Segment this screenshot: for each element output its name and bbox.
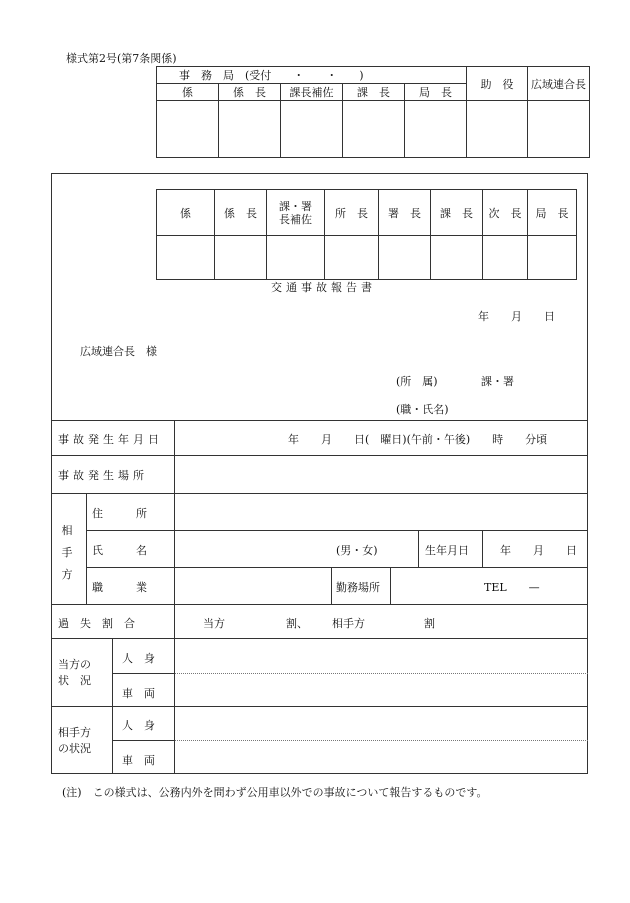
stamp-cell[interactable] <box>281 101 343 158</box>
row-divider-dotted <box>174 740 588 741</box>
col-divider <box>86 493 87 604</box>
stamp-cell[interactable] <box>267 236 325 280</box>
our-vehicle-label: 車 両 <box>122 687 155 700</box>
row-divider <box>51 455 588 456</box>
workplace-label: 勤務場所 <box>336 581 380 594</box>
row-divider-dotted <box>174 673 588 674</box>
address-label: 住 所 <box>92 507 147 520</box>
other-side-label: 相手方 <box>332 617 365 630</box>
received-label: (受付 ・ ・ ) <box>245 69 364 82</box>
their-vehicle-label: 車 両 <box>122 754 155 767</box>
col-divider <box>174 420 175 774</box>
stamp-cell[interactable] <box>528 236 577 280</box>
row-divider <box>51 638 588 639</box>
stamp-cell[interactable] <box>467 101 528 158</box>
inner-col-staff: 係 <box>157 190 215 236</box>
stamp-cell[interactable] <box>157 236 215 280</box>
col-chief: 係 長 <box>219 84 281 101</box>
their-status-label: 相手方 の状況 <box>58 726 91 755</box>
stamp-cell[interactable] <box>325 236 379 280</box>
inner-col-station-head: 署 長 <box>379 190 431 236</box>
accident-datetime-label: 事故発生年月日 <box>58 433 163 446</box>
fault-ratio-label: 過 失 割 合 <box>58 617 135 630</box>
col-assistant-manager: 課長補佐 <box>281 84 343 101</box>
col-bureau-chief: 局 長 <box>405 84 467 101</box>
birth-label: 生年月日 <box>425 544 469 557</box>
stamp-cell[interactable] <box>215 236 267 280</box>
office-label: 事 務 局 <box>179 69 234 82</box>
inner-col-chief: 係 長 <box>215 190 267 236</box>
gender-select[interactable]: (男・女) <box>336 544 378 557</box>
our-status-label: 当方の 状 況 <box>58 658 91 687</box>
occupation-label: 職 業 <box>92 581 147 594</box>
addressee: 広域連合長 様 <box>80 345 157 358</box>
row-divider <box>86 530 588 531</box>
accident-place-label: 事故発生場所 <box>58 469 148 482</box>
col-divider <box>390 567 391 604</box>
stamp-cell[interactable] <box>528 101 590 158</box>
stamp-cell[interactable] <box>379 236 431 280</box>
row-divider <box>51 706 588 707</box>
other-party-label: 相手方 <box>61 524 73 581</box>
form-title: 交通事故報告書 <box>271 281 376 294</box>
row-divider <box>86 567 588 568</box>
row-divider <box>112 740 174 741</box>
col-staff: 係 <box>157 84 219 101</box>
birth-value[interactable]: 年 月 日 <box>500 544 577 557</box>
ratio-unit-1: 割、 <box>286 617 308 630</box>
form-number: 様式第2号(第7条関係) <box>66 52 177 65</box>
col-divider <box>112 638 113 774</box>
affiliation-suffix: 課・署 <box>481 375 514 388</box>
deputy-mayor-header: 助 役 <box>467 67 528 101</box>
row-divider <box>51 493 588 494</box>
row-divider <box>51 420 588 421</box>
col-divider <box>482 530 483 567</box>
col-divider <box>331 567 332 604</box>
name-label: (職・氏名) <box>396 403 449 416</box>
approval-table-top <box>156 66 590 158</box>
inner-col-assistant: 課・署 長補佐 <box>267 190 325 236</box>
stamp-cell[interactable] <box>219 101 281 158</box>
our-side-label: 当方 <box>203 617 225 630</box>
their-person-label: 人 身 <box>122 719 155 732</box>
footnote: (注) この様式は、公務内外を問わず公用車以外での事故について報告するものです。 <box>62 786 488 799</box>
row-divider <box>51 604 588 605</box>
inner-col-deputy: 次 長 <box>483 190 528 236</box>
inner-col-section-manager: 課 長 <box>431 190 483 236</box>
row-divider <box>112 673 174 674</box>
office-header <box>157 67 467 84</box>
col-divider <box>418 530 419 567</box>
stamp-cell[interactable] <box>431 236 483 280</box>
report-date[interactable]: 年 月 日 <box>478 310 555 323</box>
stamp-cell[interactable] <box>157 101 219 158</box>
stamp-cell[interactable] <box>343 101 405 158</box>
accident-place-field[interactable] <box>178 457 586 491</box>
ratio-unit-2: 割 <box>424 617 435 630</box>
union-head-header: 広域連合長 <box>528 67 590 101</box>
affiliation-label: (所 属) <box>396 375 438 388</box>
name-field-label: 氏 名 <box>92 544 147 557</box>
approval-table-inner <box>156 189 577 280</box>
our-person-label: 人 身 <box>122 652 155 665</box>
inner-col-bureau-chief: 局 長 <box>528 190 577 236</box>
accident-datetime-value[interactable]: 年 月 日( 曜日)(午前・午後) 時 分頃 <box>288 433 548 446</box>
col-section-manager: 課 長 <box>343 84 405 101</box>
inner-col-office-head: 所 長 <box>325 190 379 236</box>
stamp-cell[interactable] <box>405 101 467 158</box>
stamp-cell[interactable] <box>483 236 528 280</box>
tel-field[interactable]: TEL — <box>484 581 540 594</box>
